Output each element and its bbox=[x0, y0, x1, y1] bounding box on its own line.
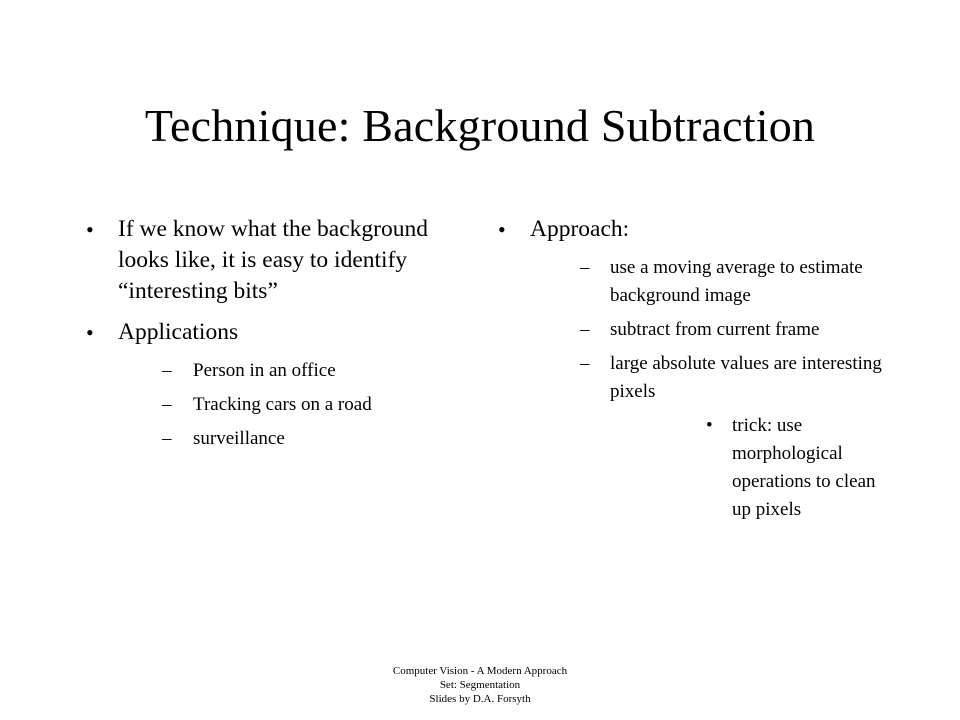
right-subsub-item-1-text: trick: use morphological operations to clean up pixels bbox=[732, 415, 876, 520]
slide-title: Technique: Background Subtraction bbox=[144, 100, 816, 151]
left-sub-item-3-text: surveillance bbox=[193, 428, 285, 449]
dash-icon: – bbox=[162, 394, 172, 415]
left-sub-item-2 bbox=[118, 391, 484, 419]
right-bullet-1 bbox=[496, 214, 886, 524]
right-bullet-1-text: Approach: bbox=[530, 216, 630, 242]
right-sub-item-2 bbox=[530, 316, 886, 344]
left-bullet-list bbox=[84, 214, 484, 453]
left-bullet-1 bbox=[84, 214, 484, 307]
left-sub-item-2-text: Tracking cars on a road bbox=[193, 394, 372, 415]
dash-icon: – bbox=[580, 257, 590, 278]
right-sub-item-3-text: large absolute values are interesting pixels bbox=[610, 353, 882, 402]
left-sub-item-3 bbox=[118, 425, 484, 453]
dash-icon: – bbox=[162, 360, 172, 381]
applications-sublist bbox=[118, 357, 484, 453]
dash-icon: – bbox=[580, 353, 590, 374]
right-sub-item-1 bbox=[530, 254, 886, 310]
left-bullet-2-text: Applications bbox=[118, 319, 239, 345]
left-sub-item-1 bbox=[118, 357, 484, 385]
trick-sublist bbox=[610, 412, 886, 524]
left-column bbox=[84, 214, 484, 463]
left-sub-item-1-text: Person in an office bbox=[193, 360, 336, 381]
bullet-dot-icon: • bbox=[86, 217, 94, 242]
right-sub-item-2-text: subtract from current frame bbox=[610, 319, 820, 340]
dash-icon: – bbox=[580, 319, 590, 340]
bullet-dot-icon: • bbox=[86, 320, 94, 345]
footer-line-2: Set: Segmentation bbox=[439, 679, 521, 691]
bullet-dot-icon: • bbox=[706, 415, 713, 436]
slide-footer bbox=[0, 664, 960, 706]
dash-icon: – bbox=[162, 428, 172, 449]
approach-sublist bbox=[530, 254, 886, 524]
footer-line-1: Computer Vision - A Modern Approach bbox=[392, 665, 568, 677]
right-sub-item-3 bbox=[530, 350, 886, 524]
footer-line-3: Slides by D.A. Forsyth bbox=[429, 693, 531, 705]
left-bullet-2 bbox=[84, 317, 484, 453]
right-column bbox=[496, 214, 886, 534]
right-bullet-list bbox=[496, 214, 886, 524]
right-sub-item-1-text: use a moving average to estimate background image bbox=[610, 257, 863, 306]
right-subsub-item-1 bbox=[610, 412, 886, 524]
bullet-dot-icon: • bbox=[498, 217, 506, 242]
left-bullet-1-text: If we know what the background looks like, it is easy to identify “interesting bits” bbox=[118, 216, 428, 304]
